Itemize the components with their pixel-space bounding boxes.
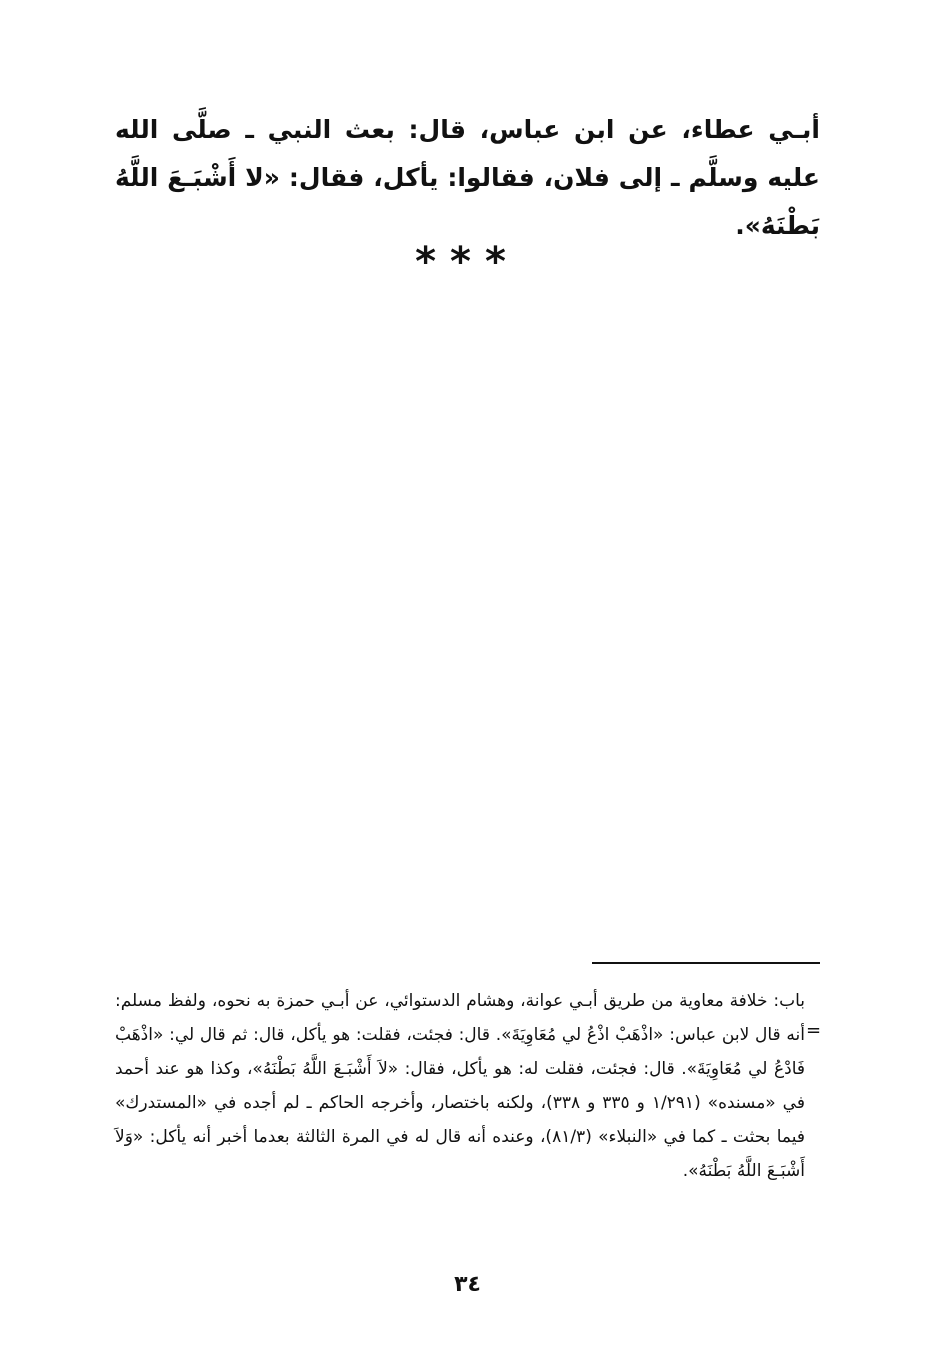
page-number: ٣٤	[454, 1272, 481, 1297]
footnote-text: باب: خلافة معاوية من طريق أبـي عوانة، وهشام الدستوائي، عن أبـي حمزة به نحوه، ولفظ مسلم: أنه قال لابن عباس: «اذْهَبْ اذْعُ لي مُعَاوِيَةَ». قال: فجئت، فقلت: هو يأكل، قال: ثم قال لي: «اذْهَبْ فَادْعُ لي مُعَاوِيَةَ». قال: فجئت، فقلت له: هو يأكل، فقال: «لاَ أَشْبَـعَ اللَّهُ بَطْنَهُ»، وكذا هو عند أحمد في «مسنده» (١/٢٩١ و ٣٣٥ و ٣٣٨)، ولكنه باختصار، وأخرجه الحاكم ـ لم أجده في «المستدرك» فيما بحثت ـ كما في «النبلاء» (٨١/٣)، وعنده أنه قال له في المرة الثالثة بعدما أخبر أنه يأكل: «وَلاَ أَشْبَـعَ اللَّهُ بَطْنَهُ».	[115, 991, 805, 1181]
footnote-divider	[592, 962, 820, 964]
section-separator: ***	[415, 239, 520, 285]
footnote-block	[115, 984, 805, 1188]
main-text	[115, 106, 820, 250]
footnote-continuation-marker: =	[806, 1020, 822, 1041]
main-paragraph: أبـي عطاء، عن ابن عباس، قال: بعث النبي ـ صلَّى الله عليه وسلَّم ـ إلى فلان، فقالوا: يأكل، فقال: «لا أَشْبَـعَ اللَّهُ بَطْنَهُ».	[115, 115, 820, 240]
